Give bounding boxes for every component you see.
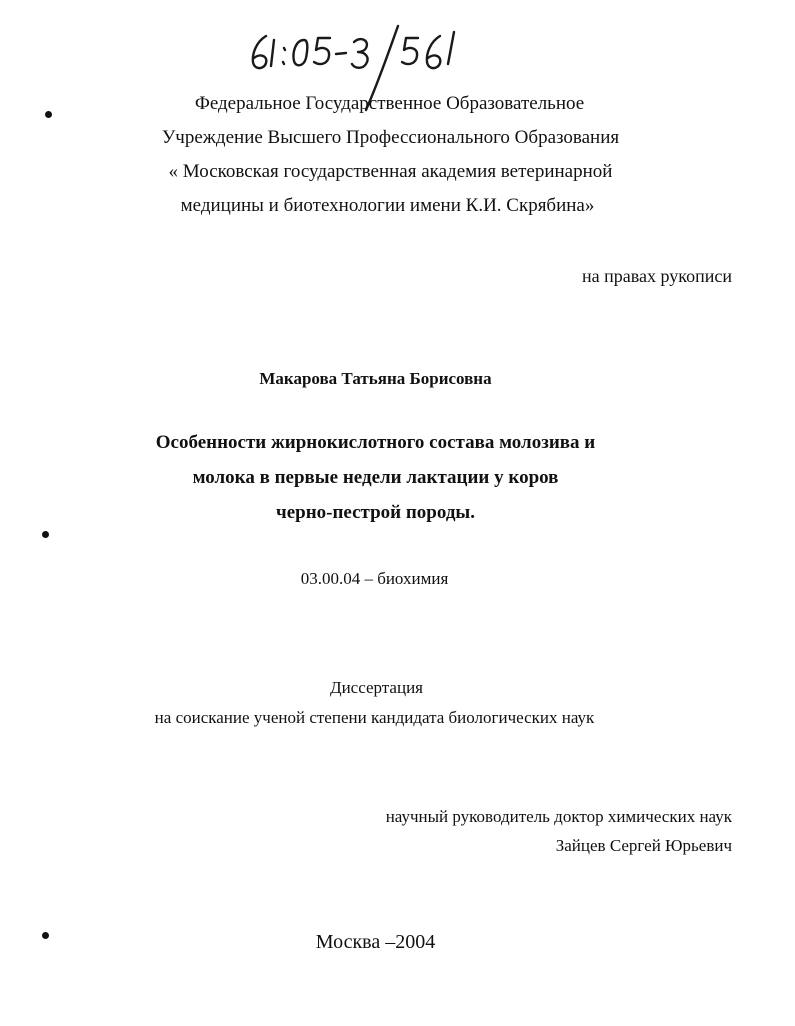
rights-note: на правах рукописи — [582, 266, 732, 286]
institution-line-4: медицины и биотехнологии имени К.И. Скрябина» — [180, 195, 595, 216]
institution-line-1: Федеральное Государственное Образовательное — [194, 93, 585, 114]
dissertation-title-line-2: молока в первые недели лактации у коров — [192, 467, 559, 488]
supervisor-role: научный руководитель доктор химических наук — [385, 807, 732, 826]
dissertation-label: Диссертация — [329, 678, 423, 697]
institution-line-3: « Московская государственная академия ветеринарной — [168, 161, 613, 182]
punch-hole — [42, 531, 49, 538]
specialty-code: 03.00.04 – биохимия — [300, 569, 449, 588]
degree-purpose: на соискание ученой степени кандидата биологических наук — [154, 708, 595, 727]
author-name: Макарова Татьяна Борисовна — [259, 369, 492, 388]
institution-line-2: Учреждение Высшего Профессионального Образования — [161, 127, 620, 148]
supervisor-name: Зайцев Сергей Юрьевич — [555, 836, 732, 855]
city-year: Москва –2004 — [315, 931, 436, 953]
dissertation-title-line-1: Особенности жирнокислотного состава молозива и — [155, 432, 596, 453]
dissertation-title-line-3: черно-пестрой породы. — [275, 502, 476, 523]
